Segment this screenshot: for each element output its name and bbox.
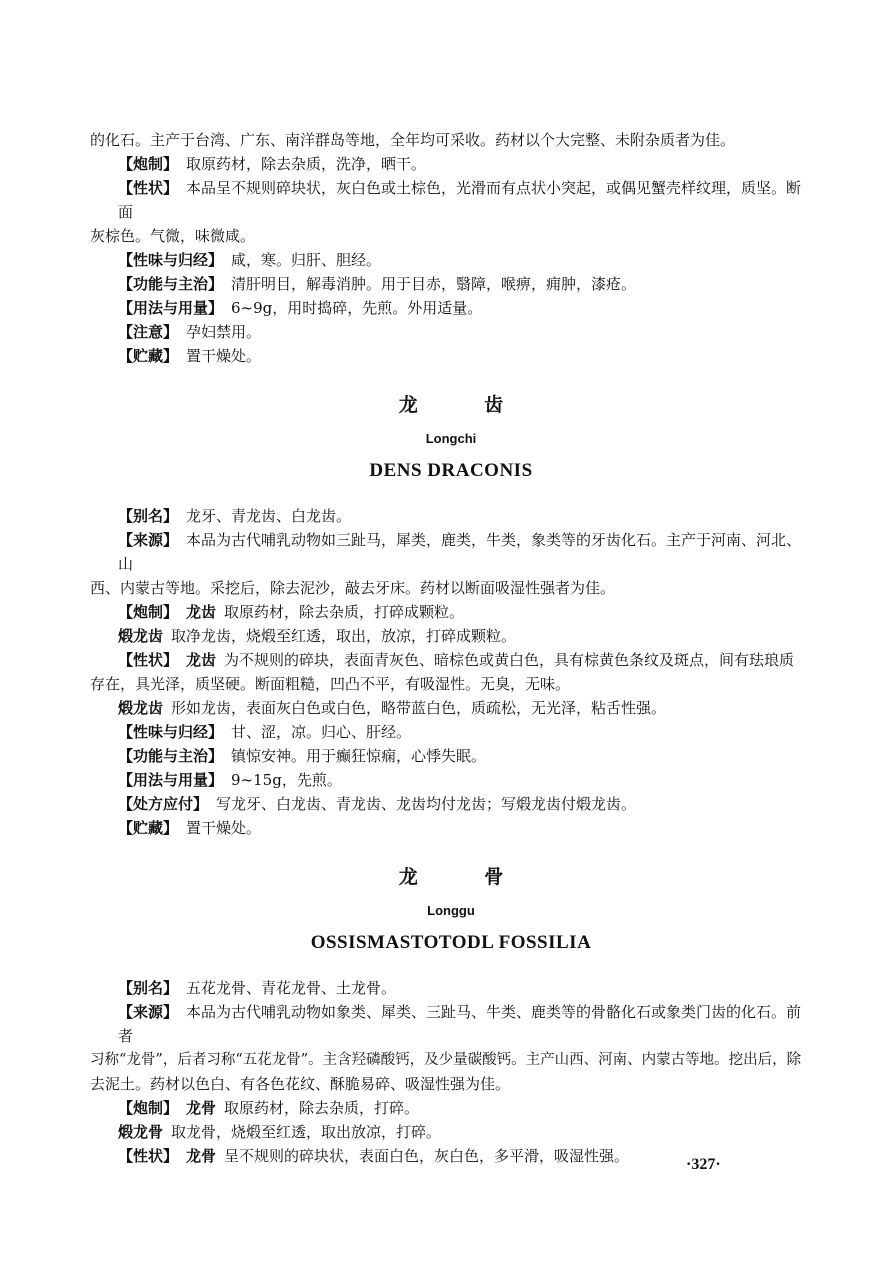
line-text: 写龙牙、白龙齿、青龙齿、龙齿均付龙齿；写煅龙齿付煅龙齿。 [216, 795, 637, 813]
text-line [90, 792, 812, 816]
field-label: 【炮制】 [118, 155, 179, 173]
field-label: 【用法与用量】 [118, 771, 224, 789]
field-label: 【性状】 [118, 179, 179, 197]
text-line [90, 576, 812, 600]
sub-label: 煅龙齿 [118, 699, 164, 717]
sub-label: 龙齿 [186, 651, 217, 669]
line-text: 的化石。主产于台湾、广东、南洋群岛等地，全年均可采收。药材以个大完整、未附杂质者为佳。 [90, 131, 736, 149]
field-label: 【处方应付】 [118, 795, 209, 813]
text-line [90, 1120, 812, 1144]
line-text: 取原药材，除去杂质，洗净，晒干。 [186, 155, 427, 173]
text-line [90, 672, 812, 696]
entry-pinyin: Longchi [425, 431, 477, 446]
field-label: 【注意】 [118, 323, 179, 341]
field-label: 【别名】 [118, 979, 179, 997]
text-line [90, 816, 812, 840]
text-line [90, 600, 812, 624]
line-text: 取原药材，除去杂质，打碎。 [224, 1099, 420, 1117]
text-line [90, 720, 812, 744]
entry-pinyin: Longgu [427, 903, 475, 918]
sub-label: 煅龙齿 [118, 627, 164, 645]
line-text: 镇惊安神。用于癫狂惊痫，心悸失眠。 [231, 747, 487, 765]
text-line [90, 528, 812, 576]
entry-latin-name: DENS DRACONIS [369, 460, 533, 481]
text-line [90, 272, 812, 296]
text-line [90, 128, 812, 152]
text-line [90, 744, 812, 768]
field-label: 【贮藏】 [118, 819, 179, 837]
line-text: 龙牙、青龙齿、白龙齿。 [186, 507, 352, 525]
field-label: 【功能与主治】 [118, 275, 224, 293]
line-text: 咸，寒。归肝、胆经。 [231, 251, 382, 269]
text-line [90, 152, 812, 176]
line-text: 取原药材，除去杂质，打碎成颗粒。 [224, 603, 465, 621]
entry-title: 龙 齿 [398, 394, 534, 416]
field-label: 【性状】 [118, 1147, 179, 1165]
line-text: 6~9g，用时捣碎，先煎。外用适量。 [231, 299, 483, 317]
field-label: 【贮藏】 [118, 347, 179, 365]
line-text: 习称“龙骨”，后者习称“五花龙骨”。主含羟磷酸钙，及少量碳酸钙。主产山西、河南、内蒙古等地。挖出后，除 [90, 1052, 802, 1068]
sub-label: 煅龙骨 [118, 1123, 164, 1141]
entry-title: 龙 骨 [398, 866, 534, 888]
line-text: 去泥土。药材以色白、有各色花纹、酥脆易碎、吸湿性强为佳。 [90, 1075, 511, 1093]
line-text: 为不规则的碎块，表面青灰色、暗棕色或黄白色，具有棕黄色条纹及斑点，间有珐琅质 [224, 651, 795, 669]
sub-label: 龙骨 [186, 1147, 217, 1165]
field-label: 【别名】 [118, 507, 179, 525]
line-text: 本品为古代哺乳动物如象类、犀类、三趾马、牛类、鹿类等的骨骼化石或象类门齿的化石。前者 [118, 1003, 802, 1045]
text-line [90, 648, 812, 672]
line-text: 置干燥处。 [186, 819, 262, 837]
page-content [90, 128, 812, 1168]
text-line [90, 768, 812, 792]
field-label: 【炮制】 [118, 1099, 179, 1117]
text-line [90, 976, 812, 1000]
text-line [90, 1000, 812, 1048]
line-text: 置干燥处。 [186, 347, 262, 365]
text-line [90, 1096, 812, 1120]
line-text: 取龙骨，烧煅至红透，取出放凉，打碎。 [171, 1123, 442, 1141]
line-text: 灰棕色。气微，味微咸。 [90, 227, 256, 245]
field-label: 【用法与用量】 [118, 299, 224, 317]
line-text: 形如龙齿，表面灰白色或白色，略带蓝白色，质疏松，无光泽，粘舌性强。 [171, 699, 667, 717]
line-text: 本品呈不规则碎块状，灰白色或土棕色，光滑而有点状小突起，或偶见蟹壳样纹理，质坚。断面 [118, 179, 802, 221]
page-number: ·327· [686, 1156, 721, 1173]
previous-entry-tail [90, 128, 812, 368]
field-label: 【来源】 [118, 1003, 179, 1021]
line-text: 9~15g，先煎。 [231, 771, 342, 789]
field-label: 【性味与归经】 [118, 723, 224, 741]
line-text: 五花龙骨、青花龙骨、土龙骨。 [186, 979, 397, 997]
line-text: 甘、涩，凉。归心、肝经。 [231, 723, 412, 741]
field-label: 【性味与归经】 [118, 251, 224, 269]
line-text: 本品为古代哺乳动物如三趾马，犀类，鹿类，牛类，象类等的牙齿化石。主产于河南、河北、山 [118, 531, 802, 573]
entry-longgu [90, 862, 812, 1168]
text-line [90, 248, 812, 272]
field-label: 【性状】 [118, 651, 179, 669]
text-line [90, 1048, 812, 1072]
line-text: 西、内蒙古等地。采挖后，除去泥沙，敲去牙床。药材以断面吸湿性强者为佳。 [90, 579, 616, 597]
sub-label: 龙骨 [186, 1099, 217, 1117]
field-label: 【功能与主治】 [118, 747, 224, 765]
line-text: 存在，具光泽，质坚硬。断面粗糙，凹凸不平，有吸湿性。无臭，无味。 [90, 675, 571, 693]
text-line [90, 344, 812, 368]
sub-label: 龙齿 [186, 603, 217, 621]
text-line [90, 320, 812, 344]
line-text: 呈不规则的碎块状，表面白色，灰白色，多平滑，吸湿性强。 [224, 1147, 630, 1165]
text-line [90, 624, 812, 648]
text-line [90, 504, 812, 528]
text-line [90, 1072, 812, 1096]
entry-latin-name: OSSISMASTOTODL FOSSILIA [310, 932, 592, 953]
text-line [90, 224, 812, 248]
field-label: 【炮制】 [118, 603, 179, 621]
text-line [90, 176, 812, 224]
line-text: 孕妇禁用。 [186, 323, 262, 341]
entry-longchi [90, 390, 812, 840]
text-line [90, 696, 812, 720]
line-text: 取净龙齿，烧煅至红透，取出，放凉，打碎成颗粒。 [171, 627, 517, 645]
field-label: 【来源】 [118, 531, 179, 549]
text-line [90, 296, 812, 320]
line-text: 清肝明目，解毒消肿。用于目赤，翳障，喉痹，痈肿，漆疮。 [231, 275, 637, 293]
